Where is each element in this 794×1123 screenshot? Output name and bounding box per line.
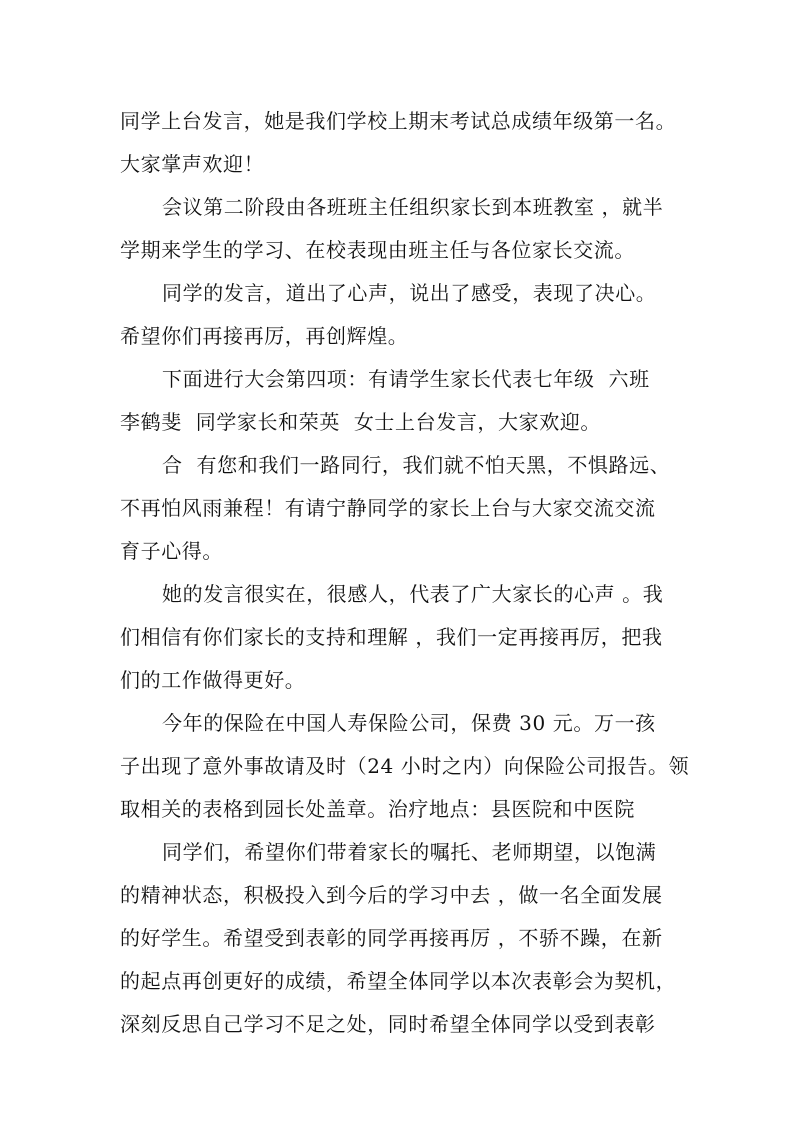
text-line: 的起点再创更好的成绩，希望全体同学以本次表彰会为契机， [120,969,677,993]
text-line: 希望你们再接再厉，再创辉煌。 [120,324,409,348]
text-line: 下面进行大会第四项：有请学生家长代表七年级 六班 [162,367,650,391]
text-line: 李鹤斐 同学家长和荣英 女士上台发言，大家欢迎。 [120,410,602,434]
text-line: 们相信有你们家长的支持和理解 ，我们一定再接再厉，把我 [120,625,663,649]
text-line: 育子心得。 [120,539,223,563]
text-line: 同学的发言，道出了心声，说出了感受，表现了决心。 [162,281,657,305]
text-line: 的好学生。希望受到表彰的同学再接再厉 ，不骄不躁，在新 [120,926,663,950]
text-line: 会议第二阶段由各班班主任组织家长到本班教室 ，就半 [162,195,664,219]
text-line: 同学上台发言，她是我们学校上期末考试总成绩年级第一名。 [120,109,677,133]
text-line: 大家掌声欢迎！ [120,152,265,176]
text-line: 不再怕风雨兼程！有请宁静同学的家长上台与大家交流交流 [120,496,656,520]
text-line: 同学们，希望你们带着家长的嘱托、老师期望，以饱满 [162,840,657,864]
text-line: 们的工作做得更好。 [120,668,306,692]
text-line: 子出现了意外事故请及时（24 小时之内）向保险公司报告。领 [120,754,690,778]
text-line: 的精神状态，积极投入到今后的学习中去 ，做一名全面发展 [120,883,663,907]
text-line: 深刻反思自己学习不足之处，同时希望全体同学以受到表彰 [120,1012,656,1036]
text-line: 今年的保险在中国人寿保险公司，保费 30 元。万一孩 [162,711,656,735]
text-line: 合 有您和我们一路同行，我们就不怕天黑，不惧路远、 [162,453,671,477]
text-line: 学期来学生的学习、在校表现由班主任与各位家长交流。 [120,238,635,262]
text-line: 取相关的表格到园长处盖章。治疗地点：县医院和中医院 [120,797,635,821]
text-line: 她的发言很实在，很感人，代表了广大家长的心声 。我 [162,582,664,606]
